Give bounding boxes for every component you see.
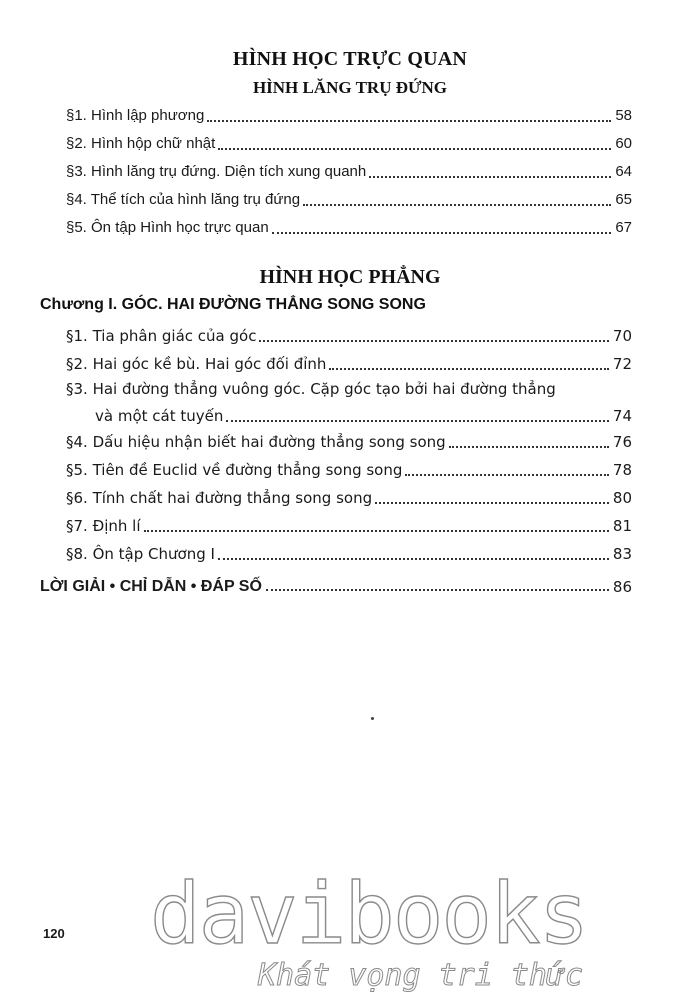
toc-entry[interactable] [66,428,632,452]
toc-entry-page: 74 [612,407,632,425]
dot-leader [259,340,608,342]
part-title-intuitive-geometry: HÌNH HỌC TRỰC QUAN [232,48,468,70]
toc-entry[interactable] [66,186,632,210]
watermark-brand: davibooks [150,865,588,963]
dot-leader [266,589,609,591]
print-speck [371,717,374,720]
toc-entry-label: §4. Thể tích của hình lăng trụ đứng [66,191,301,208]
toc-entry-label-line1: §3. Hai đường thẳng vuông góc. Cặp góc tạo bởi hai đường thẳng [66,380,556,398]
toc-entry-page: 64 [615,163,632,180]
toc-entry-label: §6. Tính chất hai đường thẳng song song [66,489,373,507]
toc-entry-page: 58 [615,107,632,124]
toc-entry-page: 80 [612,489,632,507]
toc-entry[interactable] [66,158,632,182]
toc-entry-label: §8. Ôn tập Chương I [66,545,215,563]
toc-entry-label: LỜI GIẢI • CHỈ DẪN • ĐÁP SỐ [40,578,262,595]
part-subtitle-right-prism: HÌNH LĂNG TRỤ ĐỨNG [252,78,448,97]
toc-entry[interactable] [66,102,632,126]
dot-leader [405,474,609,476]
dot-leader [375,502,609,504]
toc-entry-page: 67 [615,219,632,236]
toc-entry-page: 86 [612,578,632,596]
dot-leader [218,148,611,150]
dot-leader [144,530,609,532]
toc-entry-label: §7. Định lí [66,517,141,535]
dot-leader [218,558,609,560]
toc-entry[interactable] [66,350,632,374]
toc-entry[interactable] [66,540,632,564]
toc-entry-page: 76 [612,433,632,451]
toc-entry-page: 70 [612,327,632,345]
dot-leader [272,232,612,234]
toc-entry-page: 60 [615,135,632,152]
toc-entry-label: §1. Hình lập phương [66,107,205,124]
toc-entry-label-line2: và một cát tuyến [95,407,224,425]
toc-entry-page: 65 [615,191,632,208]
part-title-plane-geometry: HÌNH HỌC PHẲNG [259,266,441,288]
toc-entry[interactable] [66,484,632,508]
toc-entry-label: §3. Hình lăng trụ đứng. Diện tích xung quanh [66,163,367,180]
toc-entry[interactable] [66,322,632,346]
dot-leader [226,420,609,422]
toc-entry[interactable] [95,402,632,426]
watermark-slogan: Khát vọng tri thức [258,958,584,993]
dot-leader [449,446,609,448]
chapter-heading: Chương I. GÓC. HAI ĐƯỜNG THẲNG SONG SONG [40,296,426,313]
dot-leader [303,204,611,206]
toc-entry-label: §5. Ôn tập Hình học trực quan [66,219,269,236]
toc-entry-label: §5. Tiên đề Euclid về đường thẳng song song [66,461,403,479]
toc-entry[interactable] [66,512,632,536]
dot-leader [329,368,609,370]
toc-entry[interactable] [66,130,632,154]
toc-entry[interactable] [66,456,632,480]
toc-entry-label: §4. Dấu hiệu nhận biết hai đường thẳng song song [66,433,446,451]
toc-entry-page: 83 [612,545,632,563]
toc-entry-page: 78 [612,461,632,479]
toc-entry[interactable] [66,214,632,238]
toc-entry-label: §2. Hai góc kề bù. Hai góc đối đỉnh [66,355,327,373]
toc-entry-label: §1. Tia phân giác của góc [66,327,257,345]
toc-entry-page: 81 [612,517,632,535]
toc-entry-page: 72 [612,355,632,373]
toc-entry-label: §2. Hình hộp chữ nhật [66,135,216,152]
dot-leader [369,176,611,178]
dot-leader [207,120,611,122]
page-number: 120 [43,926,65,941]
toc-entry-answers[interactable] [40,572,632,596]
